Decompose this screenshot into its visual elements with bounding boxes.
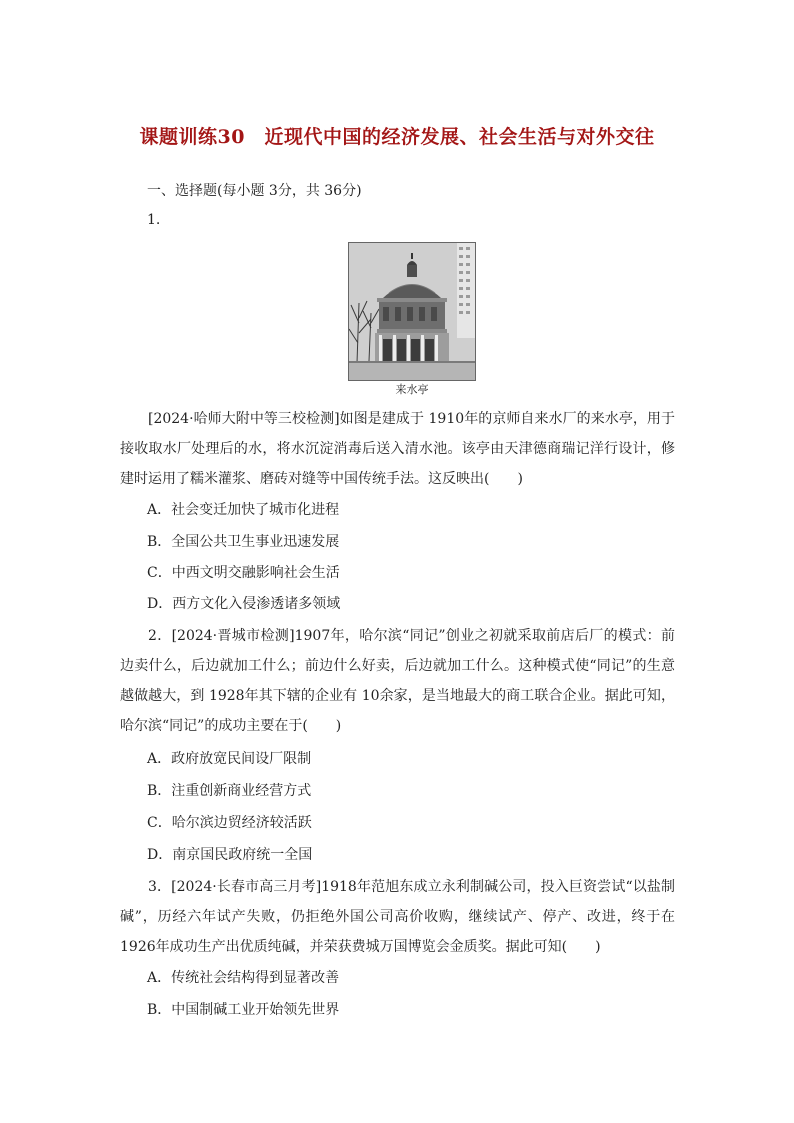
- water-pavilion-photo: [348, 242, 476, 381]
- section-heading: 一、选择题(每小题 3分，共 36分): [147, 183, 362, 199]
- question-2-option-d: D．南京国民政府统一全国: [147, 847, 313, 863]
- question-3-stem: 3．[2024·长春市高三月考]1918年范旭东成立永利制碱公司，投入巨资尝试“以盐制碱”，历经六年试产失败，仍拒绝外国公司高价收购，继续试产、停产、改进，终于在 1926年成功生产出优质纯碱，并荣获费城万国博览会金质奖。据此可知( ): [120, 879, 675, 955]
- question-2-option-c: C．哈尔滨边贸经济较活跃: [147, 815, 312, 831]
- question-3-option-b: B．中国制碱工业开始领先世界: [147, 1002, 340, 1018]
- page-title: 课题训练30 近现代中国的经济发展、社会生活与对外交往: [139, 126, 655, 148]
- question-1-stem: [2024·哈师大附中等三校检测]如图是建成于 1910年的京师自来水厂的来水亭，用于接收取水厂处理后的水，将水沉淀消毒后送入清水池。该亭由天津德商瑞记洋行设计，修建时运用了糯米灌浆、磨砖对缝等中国传统手法。这反映出( ): [120, 411, 675, 487]
- question-1-option-c: C．中西文明交融影响社会生活: [147, 565, 340, 581]
- question-1-number: 1.: [147, 212, 161, 228]
- question-2-option-b: B．注重创新商业经营方式: [147, 783, 312, 799]
- image-caption: 来水亭: [395, 383, 429, 396]
- question-2-stem: 2．[2024·晋城市检测]1907年，哈尔滨“同记”创业之初就采取前店后厂的模式：前边卖什么，后边就加工什么；前边什么好卖，后边就加工什么。这种模式使“同记”的生意越做越大，到 1928年其下辖的企业有 10余家，是当地最大的商工联合企业。据此可知，哈尔滨“同记”的成功主要在于( ): [120, 628, 675, 734]
- question-3-option-a: A．传统社会结构得到显著改善: [147, 970, 340, 986]
- question-2-option-a: A．政府放宽民间设厂限制: [147, 751, 312, 767]
- question-1-option-a: A．社会变迁加快了城市化进程: [147, 502, 340, 518]
- question-1-option-d: D．西方文化入侵渗透诸多领域: [147, 596, 341, 612]
- question-1-option-b: B．全国公共卫生事业迅速发展: [147, 534, 340, 550]
